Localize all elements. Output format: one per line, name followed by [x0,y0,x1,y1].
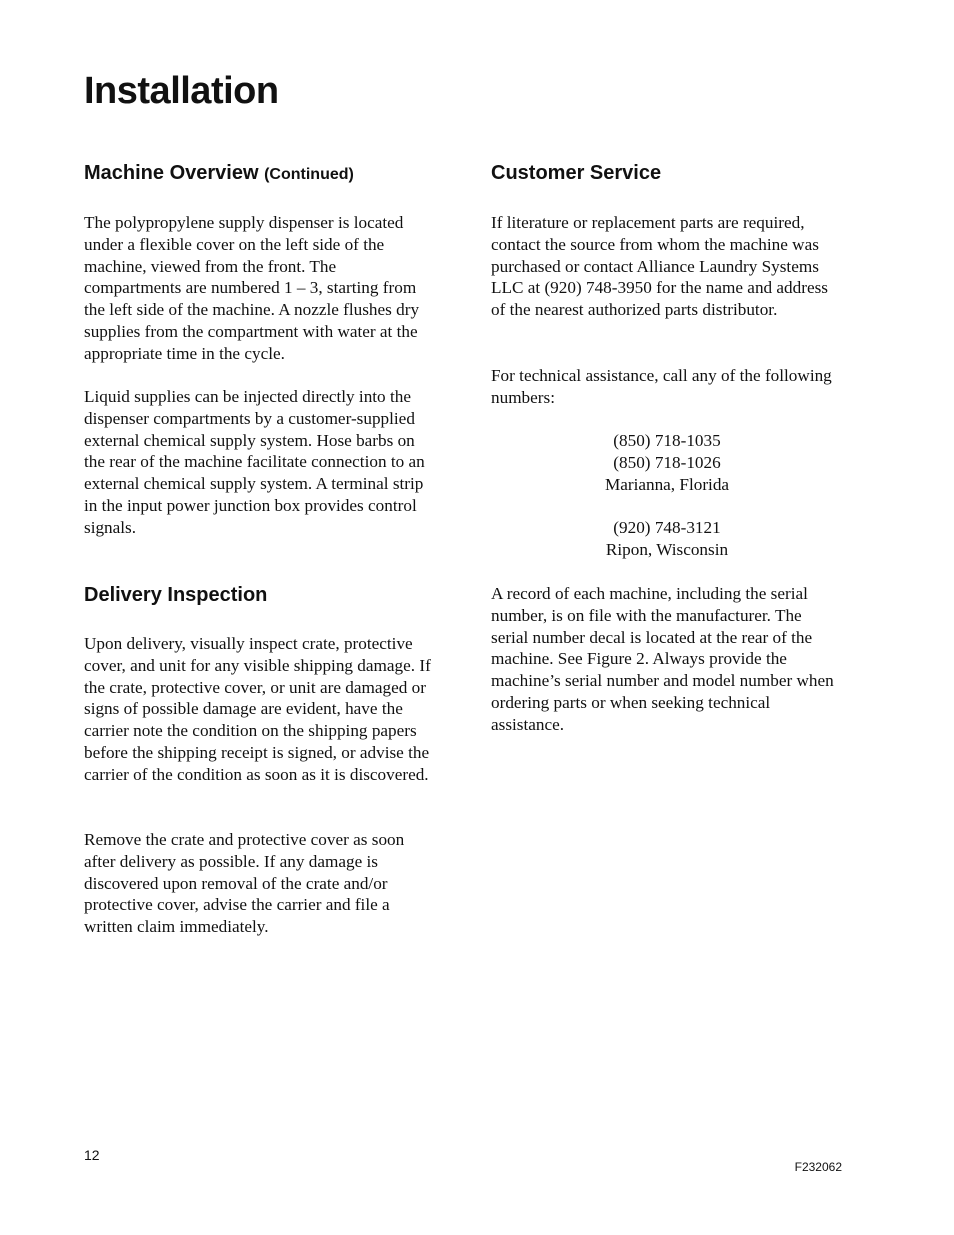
document-number: F232062 [794,1160,842,1174]
machine-overview-heading-text: Machine Overview [84,162,259,184]
customer-service-paragraph-1: If literature or replacement parts are required, contact the source from whom the machine was purchased or contact Alliance Laundry Systems LLC at (920) 748-3950 for the name and address of the nearest authorized parts distributor. [491,213,828,320]
machine-overview-paragraph-1: The polypropylene supply dispenser is located under a flexible cover on the left side of the machine, viewed from the front. The compartments are numbered 1 – 3, starting from the left side of the machine. A nozzle flushes dry supplies from the compartment with water at the appropriate time in the cycle. [84,213,420,363]
machine-overview-heading [84,162,354,185]
location-1: Marianna, Florida [604,475,730,494]
customer-service-heading: Customer Service [491,162,662,184]
machine-overview-paragraph-2: Liquid supplies can be injected directly into the dispenser compartments by a customer-supplied external chemical supply system. Hose barbs on the rear of the machine facilitate connection to an external chemical supply system. A terminal strip in the input power junction box provides control signals. [84,387,425,537]
phone-number-3: (920) 748-3121 [613,518,721,537]
delivery-inspection-paragraph-2: Remove the crate and protective cover as soon after delivery as possible. If any damage is discovered upon removal of the crate and/or protective cover, advise the carrier and file a written claim immediately. [84,830,405,937]
page-title: Installation [84,70,279,112]
location-2: Ripon, Wisconsin [605,540,729,559]
phone-number-2: (850) 718-1026 [613,453,721,472]
customer-service-paragraph-3: A record of each machine, including the serial number, is on file with the manufacturer. The serial number decal is located at the rear of the machine. See Figure 2. Always provide the machine’s serial number and model number when ordering parts or when seeking technical assistance. [491,584,834,734]
continued-label: (Continued) [264,166,354,183]
delivery-inspection-heading: Delivery Inspection [84,584,268,606]
phone-number-1: (850) 718-1035 [613,431,721,450]
customer-service-paragraph-2: For technical assistance, call any of the following numbers: [491,366,832,407]
delivery-inspection-paragraph-1: Upon delivery, visually inspect crate, protective cover, and unit for any visible shipping damage. If the crate, protective cover, or unit are damaged or signs of possible damage are evident, have the carrier note the condition on the shipping papers before the shipping receipt is signed, or advise the carrier of the condition as soon as it is discovered. [84,634,431,784]
page-number: 12 [84,1147,100,1163]
